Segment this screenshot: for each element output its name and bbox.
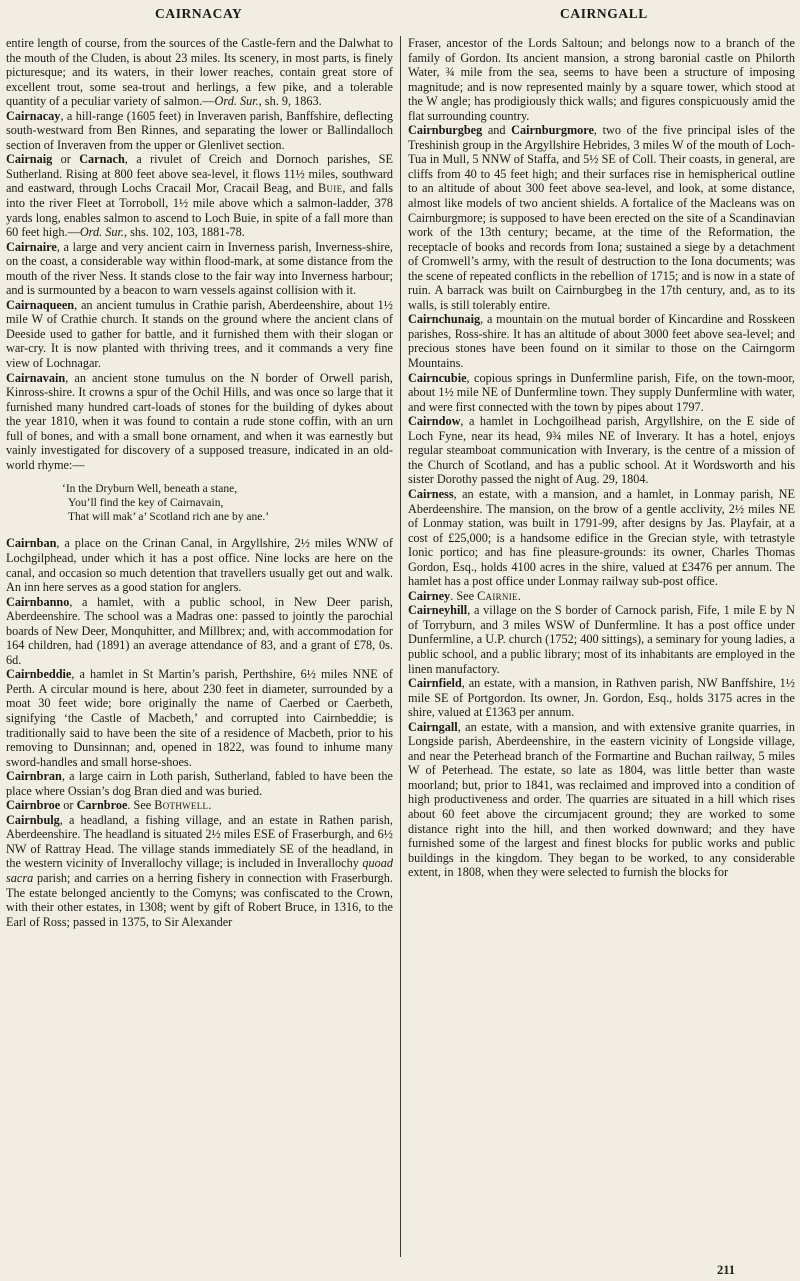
entry-cairncubie: Cairncubie, copious springs in Dunfermline parish, Fife, on the town-moor, about 1½ mile NE of Dunfermline town. They supply Dunfermline with water, and were first connected with the town by pipes about 1797.: [408, 370, 795, 414]
headword: Cairnacay: [6, 108, 61, 123]
entry-cairnaire: Cairnaire, a large and very ancient cairn in Inverness parish, Inverness-shire, on the coast, a considerable way within flood-mark, at some distance from the mouth of the river Ness. It stands close to the fair way into Inverness harbour; and is surmounted by a beacon to warn vessels against collision with it.: [6, 239, 393, 298]
entry-cairness: Cairness, an estate, with a mansion, and a hamlet, in Lonmay parish, NE Aberdeenshire. The mansion, on the brow of a gentle acclivity, 2½ miles NE of Lonmay station, was built in 1791-99, after designs by Jas. Playfair, at a cost of £25,000; is a handsome edifice in the Grecian style, with tetrastyle Ionic portico; and has fine pleasure-grounds: its owner, Charles Thomas Gordon, Esq., holds 4100 acres in the shire, valued at £3476 per annum. The hamlet has a post office under Lonmay railway sub-post office.: [408, 486, 795, 589]
entry-cairney: Cairney. See Cairnie.: [408, 588, 521, 603]
entry-cairnban: Cairnban, a place on the Crinan Canal, in Argyllshire, 2½ miles WNW of Lochgilphead, under which it has a post office. Nine locks are here on the canal, and occasion so much detention that travellers usually get out and walk. An inn here serves as a good station for anglers.: [6, 536, 393, 595]
headword: Cairnaire: [6, 239, 57, 254]
page-number: 211: [717, 1263, 736, 1277]
entry-cairnbran: Cairnbran, a large cairn in Loth parish, Sutherland, fabled to have been the place where Ossian’s dog Bran died and was buried.: [6, 769, 393, 798]
headword: Cairney: [408, 588, 451, 603]
running-header-left: CAIRNACAY: [155, 6, 243, 21]
entry-cairneyhill: Cairneyhill, a village on the S border of Carnock parish, Fife, 1 mile E by N of Torryburn, and 3 miles WSW of Dunfermline. It has a post office under Dunfermline, a U.P. church (1752; 400 sittings), a seminary for young ladies, a public school, and a public library; most of its inhabitants are employed in the linen manufactory.: [408, 603, 795, 676]
entry-cairndow: Cairndow, a hamlet in Lochgoilhead parish, Argyllshire, on the E side of Loch Fyne, near its head, 9¾ miles NE of Inverary. It has a hotel, enjoys regular steamboat communication with Inverary, is the centre of a mission of the Church of Scotland, and has a public school. At it Wordsworth and his sister Dorothy passed the night of Aug. 29, 1804.: [408, 414, 795, 487]
cross-reference: Bothwell: [154, 798, 209, 813]
verse-line: That will mak’ a’ Scotland rich ane by ane.’: [68, 511, 270, 524]
headword: Cairnchunaig: [408, 312, 481, 327]
headword: Cairneyhill: [408, 603, 468, 618]
headword: Cairnburgbeg: [408, 123, 483, 138]
continued-paragraph: Fraser, ancestor of the Lords Saltoun; and belongs now to a branch of the family of Gordon. Its ancient mansion, a strong baronial castle on Philorth Water, ¾ mile from the sea, seems to have been a structure of imposing magnitude; and is now represented mainly by a square tower, which stood at the W angle; has prodigiously thick walls; and figures conspicuously amid the flat surrounding country.: [408, 36, 795, 123]
headword: Cairnfield: [408, 676, 462, 691]
headword: Cairness: [408, 486, 454, 501]
entry-cairngall: Cairngall, an estate, with a mansion, and with extensive granite quarries, in Longside parish, Aberdeenshire, in the eastern vicinity of Longside village, and near the Peterhead branch of the Formartine and Buchan railway, 5 miles W of Peterhead. The estate, so late as 1804, was little better than waste moorland; but, prior to 1841, was reclaimed and improved into a condition of high productiveness and order. The quarries are situated in a hill which rises about 60 feet above the circumjacent ground; they are worked to some distance right into the hill, and then worked downward; and they have furnished some of the largest and finest blocks for public works and public buildings in the kingdom. They began to be worked, to any considerable extent, in 1808, when they were selected to furnish the blocks for: [408, 719, 795, 880]
entry-cairnbeddie: Cairnbeddie, a hamlet in St Martin’s parish, Perthshire, 6½ miles NNE of Perth. A circular mound is here, about 230 feet in diameter, surrounded by a moat 30 feet wide; bore originally the name of Caerbed or Caerbeth, signifying ‘the Castle of Macbeth,’ and corrupted into Cairnbeddie; is traditionally said to have been the site of a residence of Macbeth, prior to his removing to Dunsinnan; and, opened in 1822, was found to inhume many sword-handles and small horse-shoes.: [6, 667, 393, 769]
headword: Carnach: [79, 152, 125, 167]
entry-cairnaqueen: Cairnaqueen, an ancient tumulus in Crathie parish, Aberdeenshire, about 1½ mile W of Crathie church. It stands on the ground where the ancient clans of Deeside used to gather for battle, and it furnished them with their slogan or war-cry. It is now planted with thriving trees, and it commands a very fine view of Lochnagar.: [6, 297, 393, 371]
headword: Cairnaqueen: [6, 297, 75, 312]
headword: Cairnaig: [6, 152, 53, 167]
headword: Cairnburgmore: [511, 123, 594, 138]
entry-cairnburgbeg: Cairnburgbeg and Cairnburgmore, two of the five principal isles of the Treshinish group in the Argyllshire Hebrides, 3 miles W of the mouth of Loch-Tua in Mull, 5 NNW of Staffa, and 5½ SE of Coll. Their coasts, in general, are cliffs from 40 to 45 feet high; and their surfaces rise in hemispherical outline to an altitude of about 300 feet above sea-level, and look, at some distance, almost like models of two ancient shields. A fortalice of the Macleans was on Cairnburgmore; is supposed to have been erected on the site of a Scandinavian work of the 13th century; became, at the time of the Reformation, the receptacle of books and records from Iona; sustained a siege by a detachment of Cromwell’s army, with the result of destruction to the Iona documents; was the scene of repeated conflicts in the rebellion of 1715; and is now in a state of ruin. A barrack was built on Cairnburgbeg in the 17th century, and, as to its walls, is still tolerably entire.: [408, 123, 795, 312]
headword: Cairngall: [408, 719, 458, 734]
rhyme-quotation: [62, 482, 393, 524]
cross-reference: Buie: [318, 181, 343, 196]
column-divider: [400, 36, 401, 1257]
headword: Cairnbeddie: [6, 667, 72, 682]
headword: Carnbroe: [76, 798, 128, 813]
entry-cairnchunaig: Cairnchunaig, a mountain on the mutual border of Kincardine and Rosskeen parishes, Ross-shire. It has an altitude of about 3000 feet above sea-level; and precious stones have been found on it similar to those on the Cairngorm Mountains.: [408, 312, 795, 371]
verse-line: You’ll find the key of Cairnavain,: [68, 497, 224, 510]
entry-cairnavain: Cairnavain, an ancient stone tumulus on the N border of Orwell parish, Kinross-shire. It crowns a spur of the Ochil Hills, and was once so large that it furnished many hundred cart-loads of stones for the building of dykes about the year 1810, when it was found to contain a rude stone coffin, with an urn full of bones, and with a small bone ornament, and when it was earnestly but vainly investigated for discovery of a supposed treasure, indicated in an old-world rhyme:—: [6, 370, 393, 472]
cross-reference: Cairnie: [477, 588, 518, 603]
headword: Cairnbran: [6, 769, 62, 784]
headword: Cairnbulg: [6, 812, 60, 827]
continued-paragraph: entire length of course, from the sources of the Castle-fern and the Dalwhat to the mouth of the Cluden, is about 23 miles. Its scenery, in most parts, is finely picturesque; and its waters, in their lower reaches, contain great store of excellent trout, some sea-trout and herlings, a few pike, and a tolerable quantity of a peculiar variety of salmon.—Ord. Sur., sh. 9, 1863.: [6, 36, 393, 109]
right-column: [408, 36, 795, 1257]
headword: Cairnbroe: [6, 798, 61, 813]
left-column: [6, 36, 393, 1257]
headword: Cairnban: [6, 536, 57, 551]
entry-cairnbanno: Cairnbanno, a hamlet, with a public school, in New Deer parish, Aberdeenshire. The school was a Madras one: passed to jointly the parochial boards of New Deer, Monquhitter, and Millbrex; and, with accommodation for 164 children, had (1891) an average attendance of 83, and a grant of £78, 0s. 6d.: [6, 594, 393, 667]
headword: Cairnavain: [6, 370, 66, 385]
entry-cairnfield: Cairnfield, an estate, with a mansion, in Rathven parish, NW Banffshire, 1½ mile SE of Portgordon. Its owner, Jn. Gordon, Esq., holds 3175 acres in the shire, valued at £1363 per annum.: [408, 676, 795, 720]
headword: Cairndow: [408, 414, 461, 429]
entry-cairnaig: Cairnaig or Carnach, a rivulet of Creich and Dornoch parishes, SE Sutherland. Rising at 800 feet above sea-level, it flows 11½ miles, southward and eastward, through Lochs Cracail Mor, Cracail Beag, and Buie, and falls into the river Fleet at Torroboll, 1½ mile above which a salmon-ladder, 378 yards long, enables salmon to ascend to Loch Buie, in spite of a fall more than 60 feet high.—Ord. Sur., shs. 102, 103, 1881-78.: [6, 152, 393, 240]
verse-line: ‘In the Dryburn Well, beneath a stane,: [62, 483, 238, 496]
headword: Cairncubie: [408, 370, 467, 385]
entry-cairnbroe: Cairnbroe or Carnbroe. See Bothwell.: [6, 798, 212, 813]
entry-cairnbulg: Cairnbulg, a headland, a fishing village, and an estate in Rathen parish, Aberdeenshire. The headland is situated 2½ miles ESE of Fraserburgh, and 6½ NW of Rattray Head. The village stands immediately SE of the headland, in the western vicinity of Inverallochy village; is included in Inverallochy quoad sacra parish; and carries on a herring fishery in connection with Fraserburgh. The estate belonged anciently to the Comyns; was confiscated to the Crown, with their other estates, in 1308; went by gift of Robert Bruce, in 1316, to the Earl of Ross; passed in 1375, to Sir Alexander: [6, 812, 393, 929]
entry-cairnacay: Cairnacay, a hill-range (1605 feet) in Inveraven parish, Banffshire, deflecting south-westward from Ben Rinnes, and separating the lower or Ballindalloch section of Inveraven from the upper or Glenlivet section.: [6, 108, 393, 152]
running-header-right: CAIRNGALL: [560, 6, 648, 21]
headword: Cairnbanno: [6, 594, 70, 609]
